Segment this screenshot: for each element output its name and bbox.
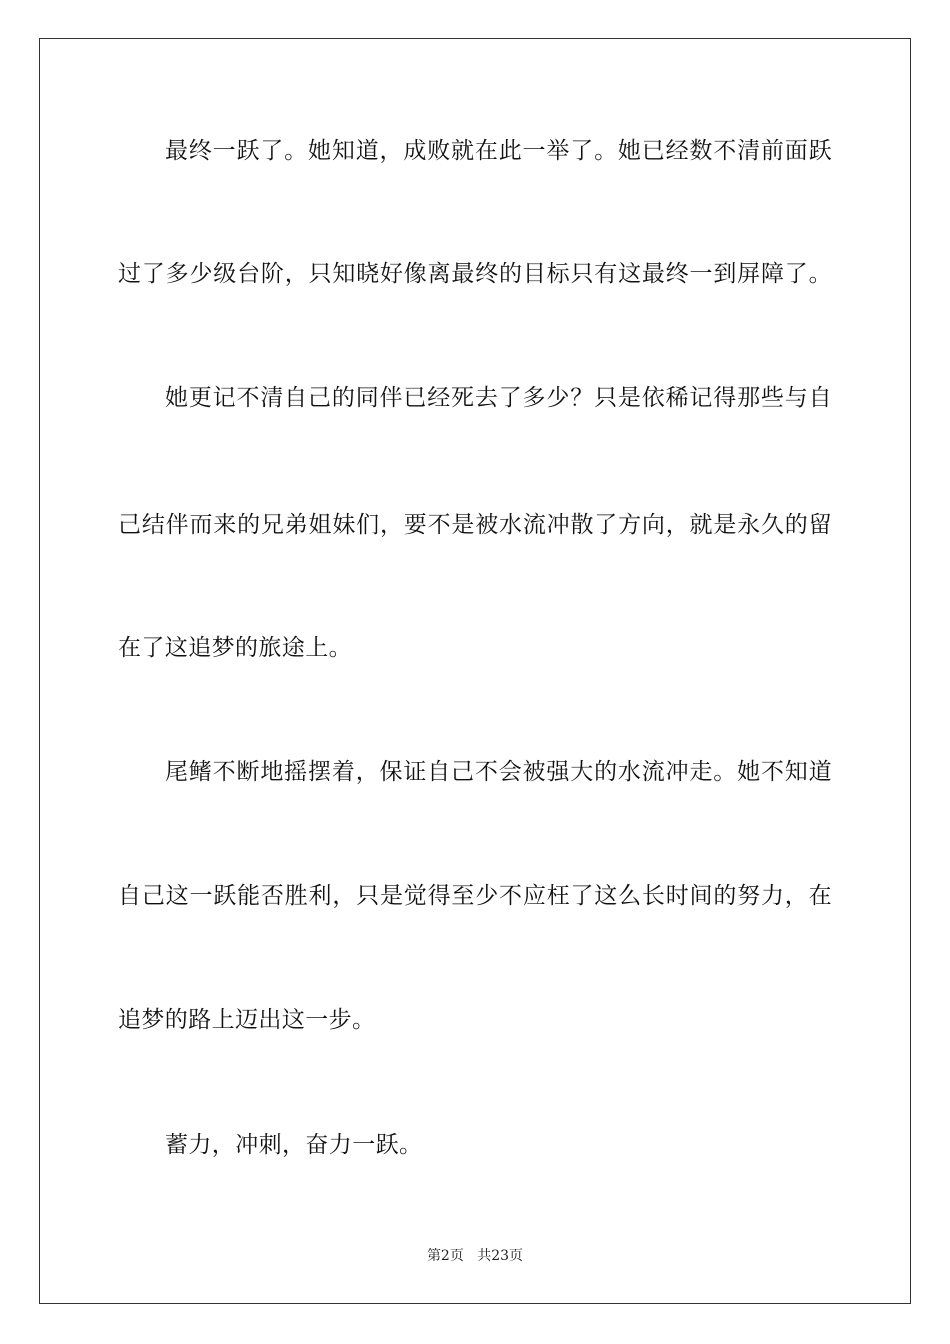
paragraph-2-line-3: 在了这追梦的旅途上。 (118, 635, 352, 661)
paragraph-1-line-1: 最终一跃了。她知道，成败就在此一举了。她已经数不清前面跃 (165, 138, 832, 164)
paragraph-3-line-3: 追梦的路上迈出这一步。 (118, 1007, 376, 1033)
page-total: 共23页 (477, 1248, 524, 1264)
page-footer (0, 1246, 950, 1266)
paragraph-2-line-2: 己结伴而来的兄弟姐妹们，要不是被水流冲散了方向，就是永久的留 (118, 512, 832, 538)
paragraph-4-line-1: 蓄力，冲刺，奋力一跃。 (165, 1132, 423, 1158)
paragraph-3-line-1: 尾鳍不断地摇摆着，保证自己不会被强大的水流冲走。她不知道 (165, 759, 832, 785)
page-number: 第2页 (426, 1248, 464, 1264)
page-border (39, 38, 911, 1304)
paragraph-1-line-2: 过了多少级台阶，只知晓好像离最终的目标只有这最终一到屏障了。 (118, 261, 832, 287)
paragraph-2-line-1: 她更记不清自己的同伴已经死去了多少？只是依稀记得那些与自 (165, 385, 832, 411)
paragraph-3-line-2: 自己这一跃能否胜利，只是觉得至少不应枉了这么长时间的努力，在 (118, 883, 832, 909)
